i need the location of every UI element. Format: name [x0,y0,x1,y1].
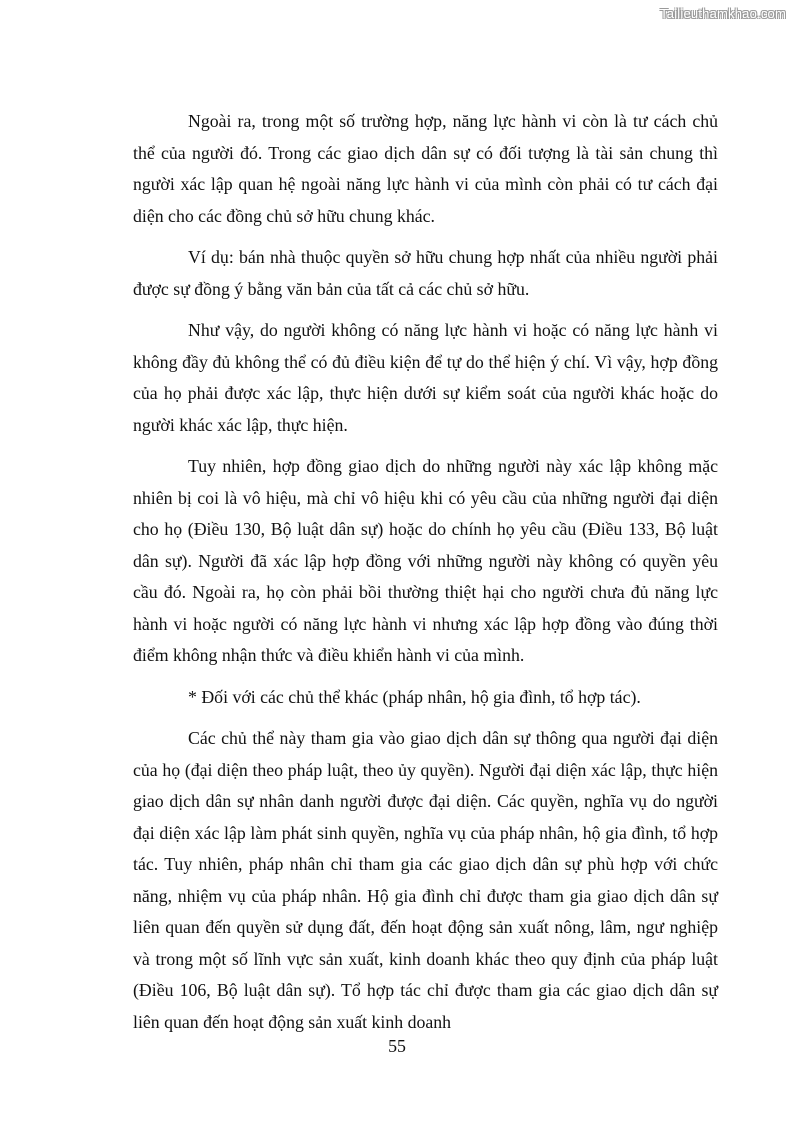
paragraph-other-subjects: Các chủ thể này tham gia vào giao dịch dân sự thông qua người đại diện của họ (đại diện theo pháp luật, theo ủy quyền). Người đại diện xác lập, thực hiện giao dịch dân sự nhân danh người được đại diện. Các quyền, nghĩa vụ do người đại diện xác lập làm phát sinh quyền, nghĩa vụ của pháp nhân, hộ gia đình, tổ hợp tác. Tuy nhiên, pháp nhân chỉ tham gia các giao dịch dân sự phù hợp với chức năng, nhiệm vụ của pháp nhân. Hộ gia đình chỉ được tham gia giao dịch dân sự liên quan đến quyền sử dụng đất, đến hoạt động sản xuất nông, lâm, ngư nghiệp và trong một số lĩnh vực sản xuất, kinh doanh khác theo quy định của pháp luật (Điều 106, Bộ luật dân sự). Tổ hợp tác chỉ được tham gia các giao dịch dân sự liên quan đến hoạt động sản xuất kinh doanh [133,728,718,1032]
watermark-text: Tailieuthamkhao.com [660,6,786,21]
paragraph-invalidity: Tuy nhiên, hợp đồng giao dịch do những người này xác lập không mặc nhiên bị coi là vô hiệu, mà chỉ vô hiệu khi có yêu cầu của những người đại diện cho họ (Điều 130, Bộ luật dân sự) hoặc do chính họ yêu cầu (Điều 133, Bộ luật dân sự). Người đã xác lập hợp đồng với những người này không có quyền yêu cầu đó. Ngoài ra, họ còn phải bồi thường thiệt hại cho người chưa đủ năng lực hành vi hoặc người có năng lực hành vi nhưng xác lập hợp đồng vào đúng thời điểm không nhận thức và điều khiển hành vi của mình. [133,456,718,665]
paragraph-capacity-representation: Ngoài ra, trong một số trường hợp, năng lực hành vi còn là tư cách chủ thể của người đó. Trong các giao dịch dân sự có đối tượng là tài sản chung thì người xác lập quan hệ ngoài năng lực hành vi của mình còn phải có tư cách đại diện cho các đồng chủ sở hữu chung khác. [133,111,718,226]
page-number: 55 [388,1036,406,1056]
paragraph-other-subjects-heading: * Đối với các chủ thể khác (pháp nhân, hộ gia đình, tổ hợp tác). [188,686,641,707]
page-body [133,106,718,1048]
paragraph-lack-of-capacity: Như vậy, do người không có năng lực hành vi hoặc có năng lực hành vi không đầy đủ không thể có đủ điều kiện để tự do thể hiện ý chí. Vì vậy, hợp đồng của họ phải được xác lập, thực hiện dưới sự kiểm soát của người khác hoặc do người khác xác lập, thực hiện. [133,320,718,435]
paragraph-example: Ví dụ: bán nhà thuộc quyền sở hữu chung hợp nhất của nhiều người phải được sự đồng ý bằng văn bản của tất cả các chủ sở hữu. [133,247,718,299]
